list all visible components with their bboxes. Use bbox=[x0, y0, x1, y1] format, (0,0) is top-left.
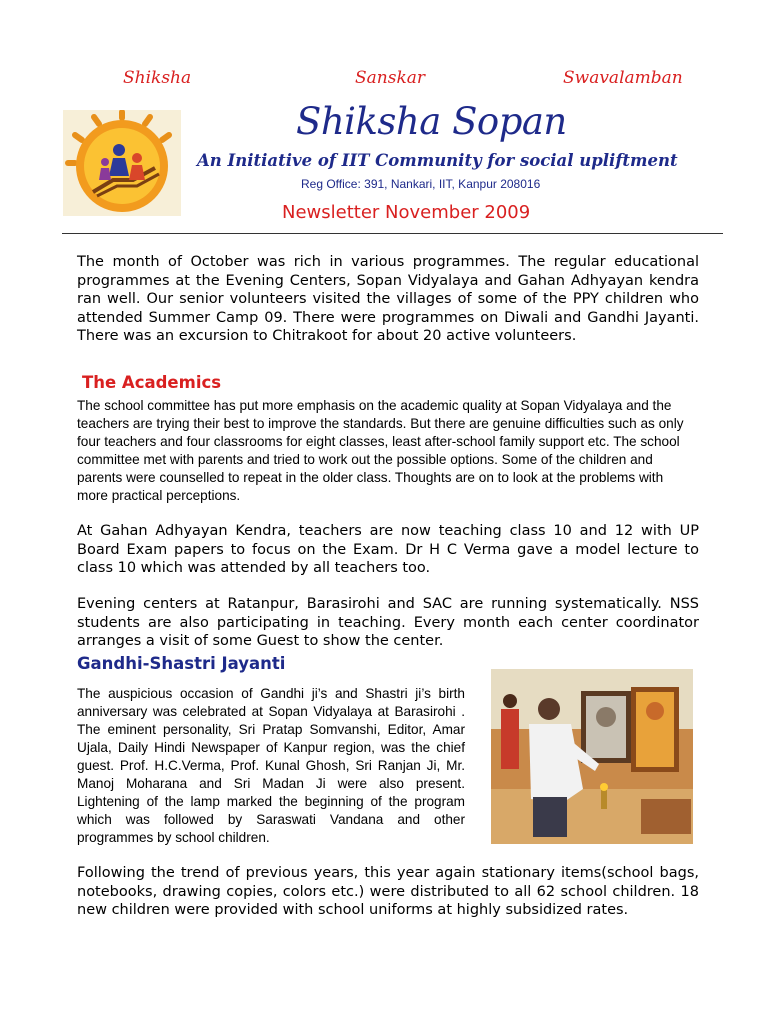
intro-paragraph: The month of October was rich in various programmes. The regular educational programmes at the Evening Centers, Sopan Vidyalaya and Gahan Adhyayan kendra ran well. Our senior volunteers visited the villages of some of the PPY children who attended Summer Camp 09. There were programmes on Diwali and Gandhi Jayanti. There was an excursion to Chitrakoot for about 20 active volunteers. bbox=[77, 254, 699, 344]
registered-office: Reg Office: 391, Nankari, IIT, Kanpur 208016 bbox=[301, 177, 541, 191]
organization-title: Shiksha Sopan bbox=[296, 100, 567, 143]
stationary-paragraph: Following the trend of previous years, this year again stationary items(school bags, notebooks, drawing copies, colors etc.) were distributed to all 62 school children. 18 new children were provided with school uniforms at highly subsidized rates. bbox=[77, 865, 699, 918]
motto-shiksha: Shiksha bbox=[123, 68, 192, 88]
organization-subtitle: An Initiative of IIT Community for social upliftment bbox=[197, 151, 678, 170]
shiksha-sopan-logo bbox=[63, 110, 181, 216]
gahan-paragraph: At Gahan Adhyayan Kendra, teachers are now teaching class 10 and 12 with UP Board Exam papers to focus on the Exam. Dr H C Verma gave a model lecture to class 10 which was attended by all teachers too. bbox=[77, 523, 699, 576]
gandhi-paragraph: The auspicious occasion of Gandhi ji’s and Shastri ji’s birth anniversary was celebrated at Sopan Vidyalaya at Barasirohi . The eminent personality, Sri Pratap Somvanshi, Editor, Amar Ujala, Daily Hindi Newspaper of Kanpur region, was the chief guest. Prof. H.C.Verma, Prof. Kunal Ghosh, Sri Ranjan Ji, Mr. Manoj Moharana and Sri Madan Ji were also present. Lightening of the lamp marked the beginning of the program which was followed by Saraswati Vandana and other programmes by school children. bbox=[77, 686, 465, 845]
motto-sanskar: Sanskar bbox=[355, 68, 426, 88]
header-divider bbox=[62, 233, 723, 234]
academics-paragraph: The school committee has put more emphasis on the academic quality at Sopan Vidyalaya and the teachers are trying their best to improve the standards. But there are genuine difficulties such as only four teachers and four classrooms for eight classes, least after-school family support etc. The school committee met with parents and tried to work out the possible options. Some of the children and parents were counselled to repeat in the older class. Thoughts are on to look at the problems with more practical perceptions. bbox=[77, 398, 684, 503]
gandhi-shastri-heading: Gandhi-Shastri Jayanti bbox=[77, 654, 286, 673]
evening-centers-paragraph: Evening centers at Ratanpur, Barasirohi and SAC are running systematically. NSS students are also participating in teaching. Every month each center coordinator arranges a visit of some Guest to show the center. bbox=[77, 596, 699, 649]
motto-swavalamban: Swavalamban bbox=[563, 68, 683, 88]
academics-heading: The Academics bbox=[82, 373, 222, 392]
newsletter-title: Newsletter November 2009 bbox=[282, 202, 531, 223]
event-photo bbox=[491, 669, 693, 844]
